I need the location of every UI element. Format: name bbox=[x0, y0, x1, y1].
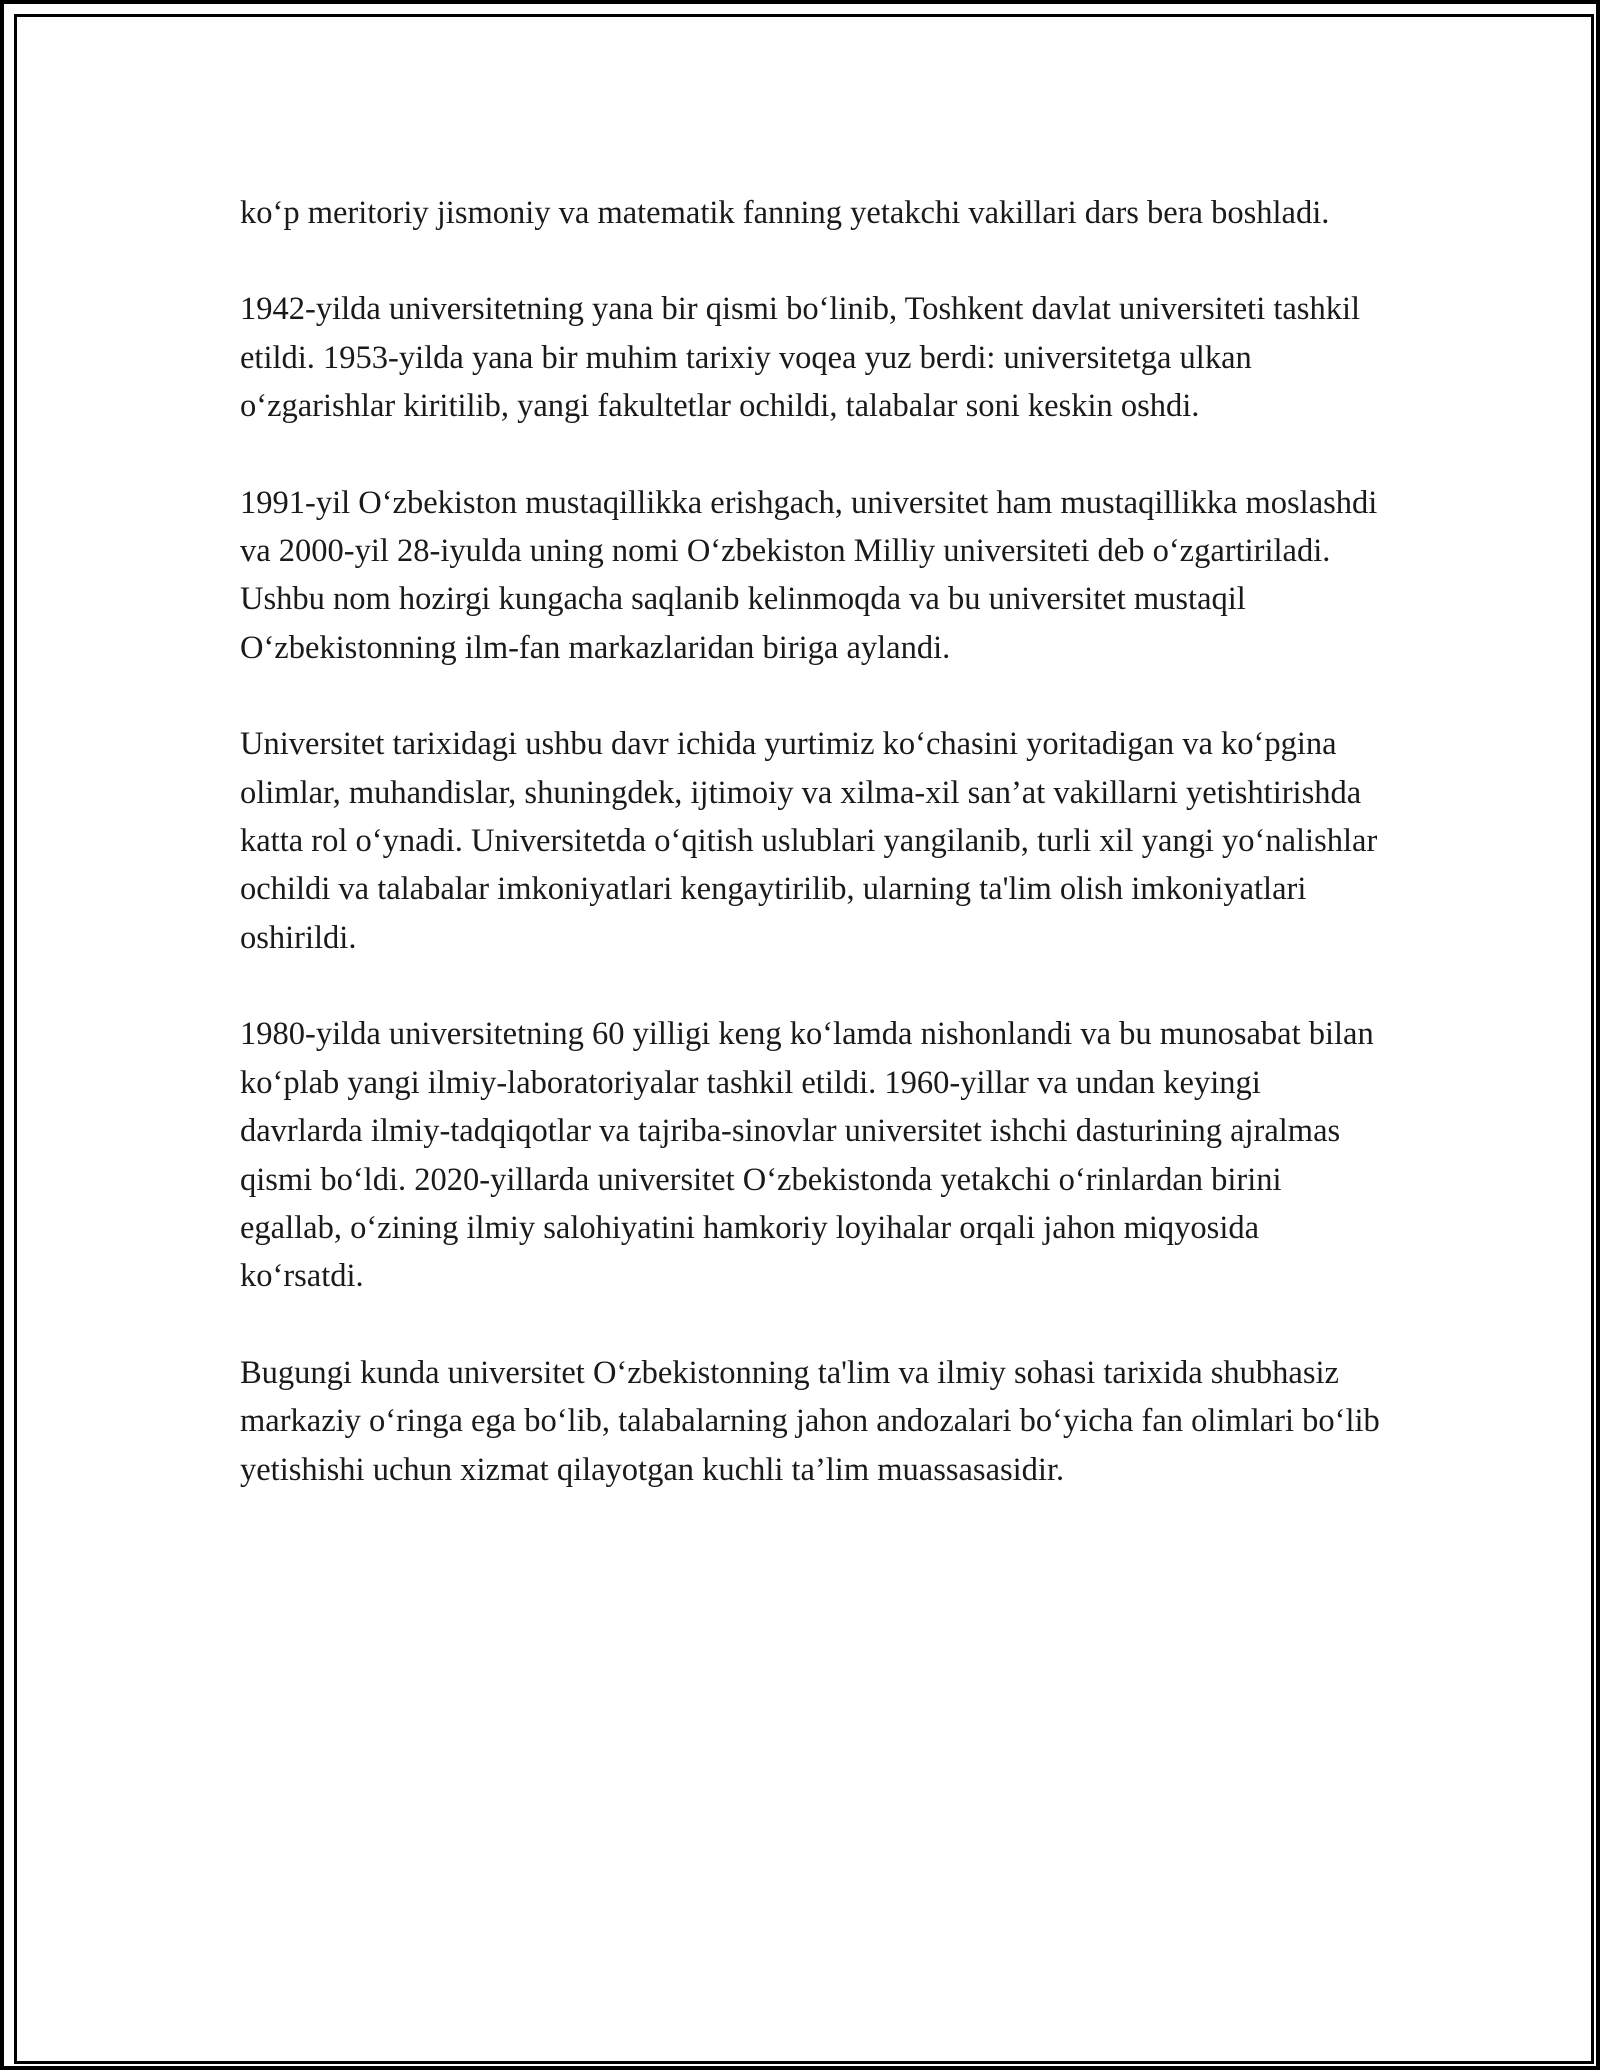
document-body bbox=[240, 189, 1390, 1542]
paragraph-6: Bugungi kunda universitet O‘zbekistonning ta'lim va ilmiy sohasi tarixida shubhasiz markaziy o‘ringa ega bo‘lib, talabalarning jahon andozalari bo‘yicha fan olimlari bo‘lib yetishishi uchun xizmat qilayotgan kuchli ta’lim muassasasidir. bbox=[240, 1354, 1380, 1488]
paragraph-2: 1942-yilda universitetning yana bir qismi bo‘linib, Toshkent davlat universiteti tashkil etildi. 1953-yilda yana bir muhim tarixiy voqea yuz berdi: universitetga ulkan o‘zgarishlar kiritilib, yangi fakultetlar ochildi, talabalar soni keskin oshdi. bbox=[240, 291, 1361, 425]
paragraph-5: 1980-yilda universitetning 60 yilligi keng ko‘lamda nishonlandi va bu munosabat bilan ko‘plab yangi ilmiy-laboratoriyalar tashkil etildi. 1960-yillar va undan keyingi davrlarda ilmiy-tadqiqotlar va tajriba-sinovlar universitet ishchi dasturining ajralmas qismi bo‘ldi. 2020-yillarda universitet O‘zbekistonda yetakchi o‘rinlardan birini egallab, o‘zining ilmiy salohiyatini hamkoriy loyihalar orqali jahon miqyosida ko‘rsatdi. bbox=[240, 1016, 1374, 1295]
paragraph-4: Universitet tarixidagi ushbu davr ichida yurtimiz ko‘chasini yoritadigan va ko‘pgina olimlar, muhandislar, shuningdek, ijtimoiy va xilma-xil san’at vakillarni yetishtirishda katta rol o‘ynadi. Universitetda o‘qitish uslublari yangilanib, turli xil yangi yo‘nalishlar ochildi va talabalar imkoniyatlari kengaytirilib, ularning ta'lim olish imkoniyatlari oshirildi. bbox=[240, 726, 1378, 956]
paragraph-1: ko‘p meritoriy jismoniy va matematik fanning yetakchi vakillari dars bera boshladi. bbox=[240, 195, 1330, 231]
paragraph-3: 1991-yil O‘zbekiston mustaqillikka erishgach, universitet ham mustaqillikka moslashdi va 2000-yil 28-iyulda uning nomi O‘zbekiston Milliy universiteti deb o‘zgartiriladi. Ushbu nom hozirgi kungacha saqlanib kelinmoqda va bu universitet mustaqil O‘zbekistonning ilm-fan markazlaridan biriga aylandi. bbox=[240, 484, 1378, 666]
